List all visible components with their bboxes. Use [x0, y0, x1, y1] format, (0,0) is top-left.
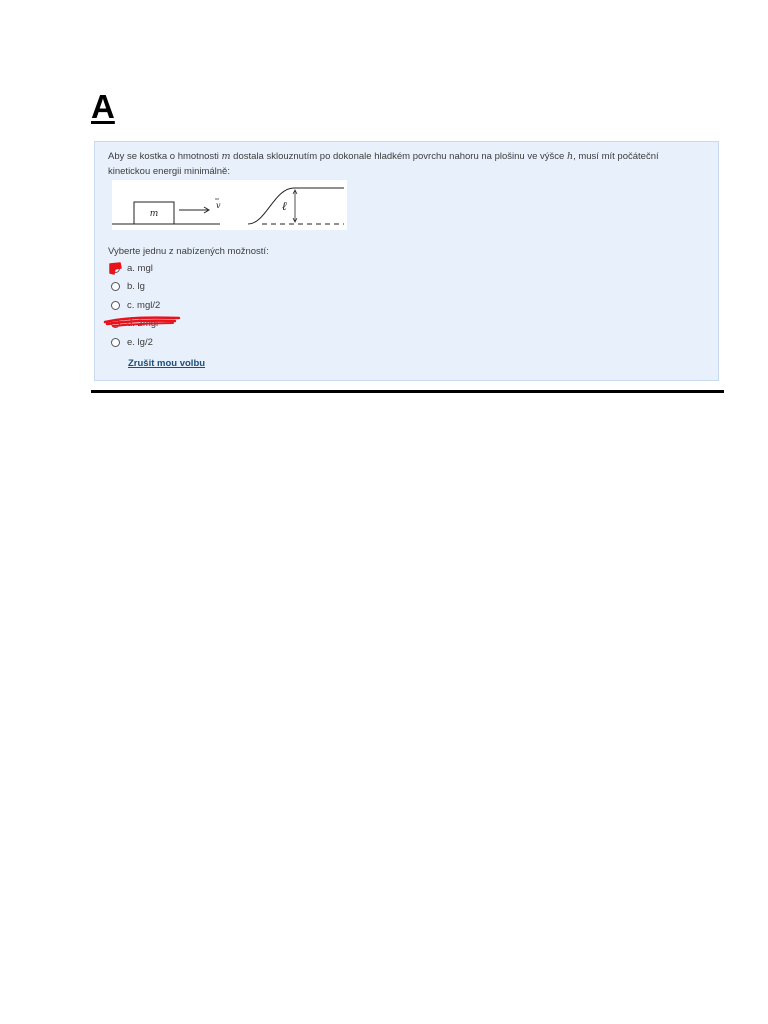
option-e[interactable]: e. lg/2 — [111, 335, 153, 349]
physics-diagram — [112, 180, 347, 230]
red-highlight-mark — [108, 262, 123, 275]
velocity-label: v — [216, 201, 221, 210]
radio-b[interactable] — [111, 282, 120, 291]
radio-c[interactable] — [111, 301, 120, 310]
question-text: Aby se kostka o hmotnosti m dostala sklouznutím po dokonale hladkém povrchu nahoru na plošinu ve výšce h, musí mít počáteční kinetickou energii minimálně: — [108, 151, 659, 177]
option-a[interactable]: a. mgl — [111, 261, 153, 275]
block-label: m — [149, 209, 159, 219]
page-heading: A — [91, 88, 115, 125]
option-d[interactable]: d. 2mgl — [111, 316, 158, 330]
option-b[interactable]: b. lg — [111, 279, 145, 293]
choice-prompt: Vyberte jednu z nabízených možností: — [108, 246, 269, 257]
question-card — [94, 141, 719, 381]
ramp-curve — [248, 188, 344, 224]
red-strikethrough-scribble — [103, 312, 183, 328]
height-label: ℓ — [282, 199, 288, 213]
radio-e[interactable] — [111, 338, 120, 347]
option-c[interactable]: c. mgl/2 — [111, 298, 160, 312]
clear-choice-link[interactable]: Zrušit mou volbu — [128, 358, 206, 369]
horizontal-rule — [91, 390, 724, 393]
